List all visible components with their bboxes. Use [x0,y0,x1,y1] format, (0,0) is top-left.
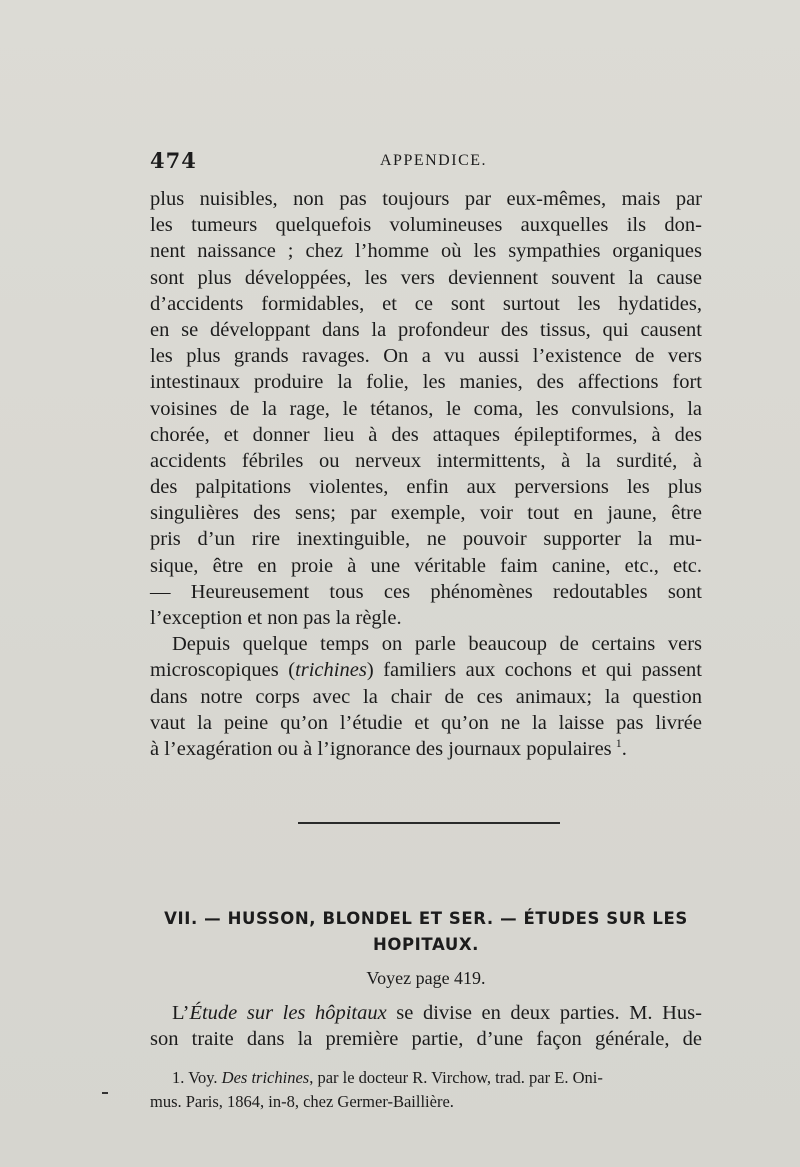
text-line: singulières des sens; par exemple, voir tout en jaune, être [150,502,702,525]
text-line: l’exception et non pas la règle. [150,607,402,629]
text-line: dans notre corps avec la chair de ces animaux; la question [150,685,702,708]
section-text [150,1000,702,1052]
text-fragment: , par le docteur R. Virchow, trad. par E. Oni- [309,1068,603,1087]
text-line: plus nuisibles, non pas toujours par eux-mêmes, mais par [150,188,702,210]
text-fragment: à l’exagération ou à l’ignorance des journaux populaires [150,737,612,760]
text-fragment: L’ [172,1002,190,1024]
footnote-line [150,1066,702,1090]
section-heading [150,906,702,958]
text-line: pris d’un rire inextinguible, ne pouvoir supporter la mu- [150,528,702,551]
italic-title: Étude sur les hôpitaux [189,1002,387,1024]
text-line: des palpitations violentes, enfin aux perversions les plus [150,476,702,499]
text-line: d’accidents formidables, et ce sont surtout les hydatides, [150,292,702,315]
section-divider [298,822,560,824]
page-header [150,148,702,178]
section-heading-line: VII. — HUSSON, BLONDEL ET SER. — ÉTUDES SUR LES [164,909,688,928]
text-line [150,1000,702,1026]
italic-title: Des trichines [221,1068,310,1087]
text-fragment: se divise en deux parties. M. Hus- [386,1002,702,1024]
main-text [150,186,702,762]
footnote-ref: 1 [615,736,622,751]
text-fragment: microscopiques ( [150,659,296,682]
text-line: — Heureusement tous ces phénomènes redoutables sont [150,580,702,603]
text-line: son traite dans la première partie, d’une façon générale, de [150,1028,702,1051]
section-subheading: Voyez page 419. [366,968,486,988]
text-line: accidents fébriles ou nerveux intermittents, à la surdité, à [150,449,702,472]
footnote-marker: 1. [172,1068,185,1087]
text-line: intestinaux produire la folie, les manies, des affections fort [150,371,702,394]
text-line: nent naissance ; chez l’homme où les sympathies organiques [150,240,702,263]
running-head: APPENDICE. [380,152,488,169]
italic-term: trichines [295,659,367,682]
footnote-line: mus. Paris, 1864, in-8, chez Germer-Baillière. [150,1092,454,1111]
text-line: les plus grands ravages. On a vu aussi l’existence de vers [150,345,702,368]
text-line: sique, être en proie à une véritable faim canine, etc., etc. [150,554,702,577]
text-fragment: . [621,737,627,760]
footnote [150,1066,702,1114]
text-line [150,657,702,683]
text-fragment: Voy. [184,1068,222,1087]
text-line: les tumeurs quelquefois volumineuses auxquelles ils don- [150,214,702,237]
text-line: chorée, et donner lieu à des attaques épileptiformes, à des [150,423,702,446]
text-line: vaut la peine qu’on l’étudie et qu’on ne la laisse pas livrée [150,711,702,734]
text-line: Depuis quelque temps on parle beaucoup de certains vers [172,633,702,656]
margin-mark [102,1092,108,1094]
text-line [150,736,702,762]
text-fragment: ) familiers aux cochons et qui passent [366,659,702,682]
text-line: sont plus développées, les vers deviennent souvent la cause [150,266,702,289]
section-heading-line: HOPITAUX. [372,935,480,954]
text-line: en se développant dans la profondeur des tissus, qui causent [150,318,702,341]
page-number: 474 [150,148,197,173]
text-line: voisines de la rage, le tétanos, le coma, les convulsions, la [150,397,702,420]
